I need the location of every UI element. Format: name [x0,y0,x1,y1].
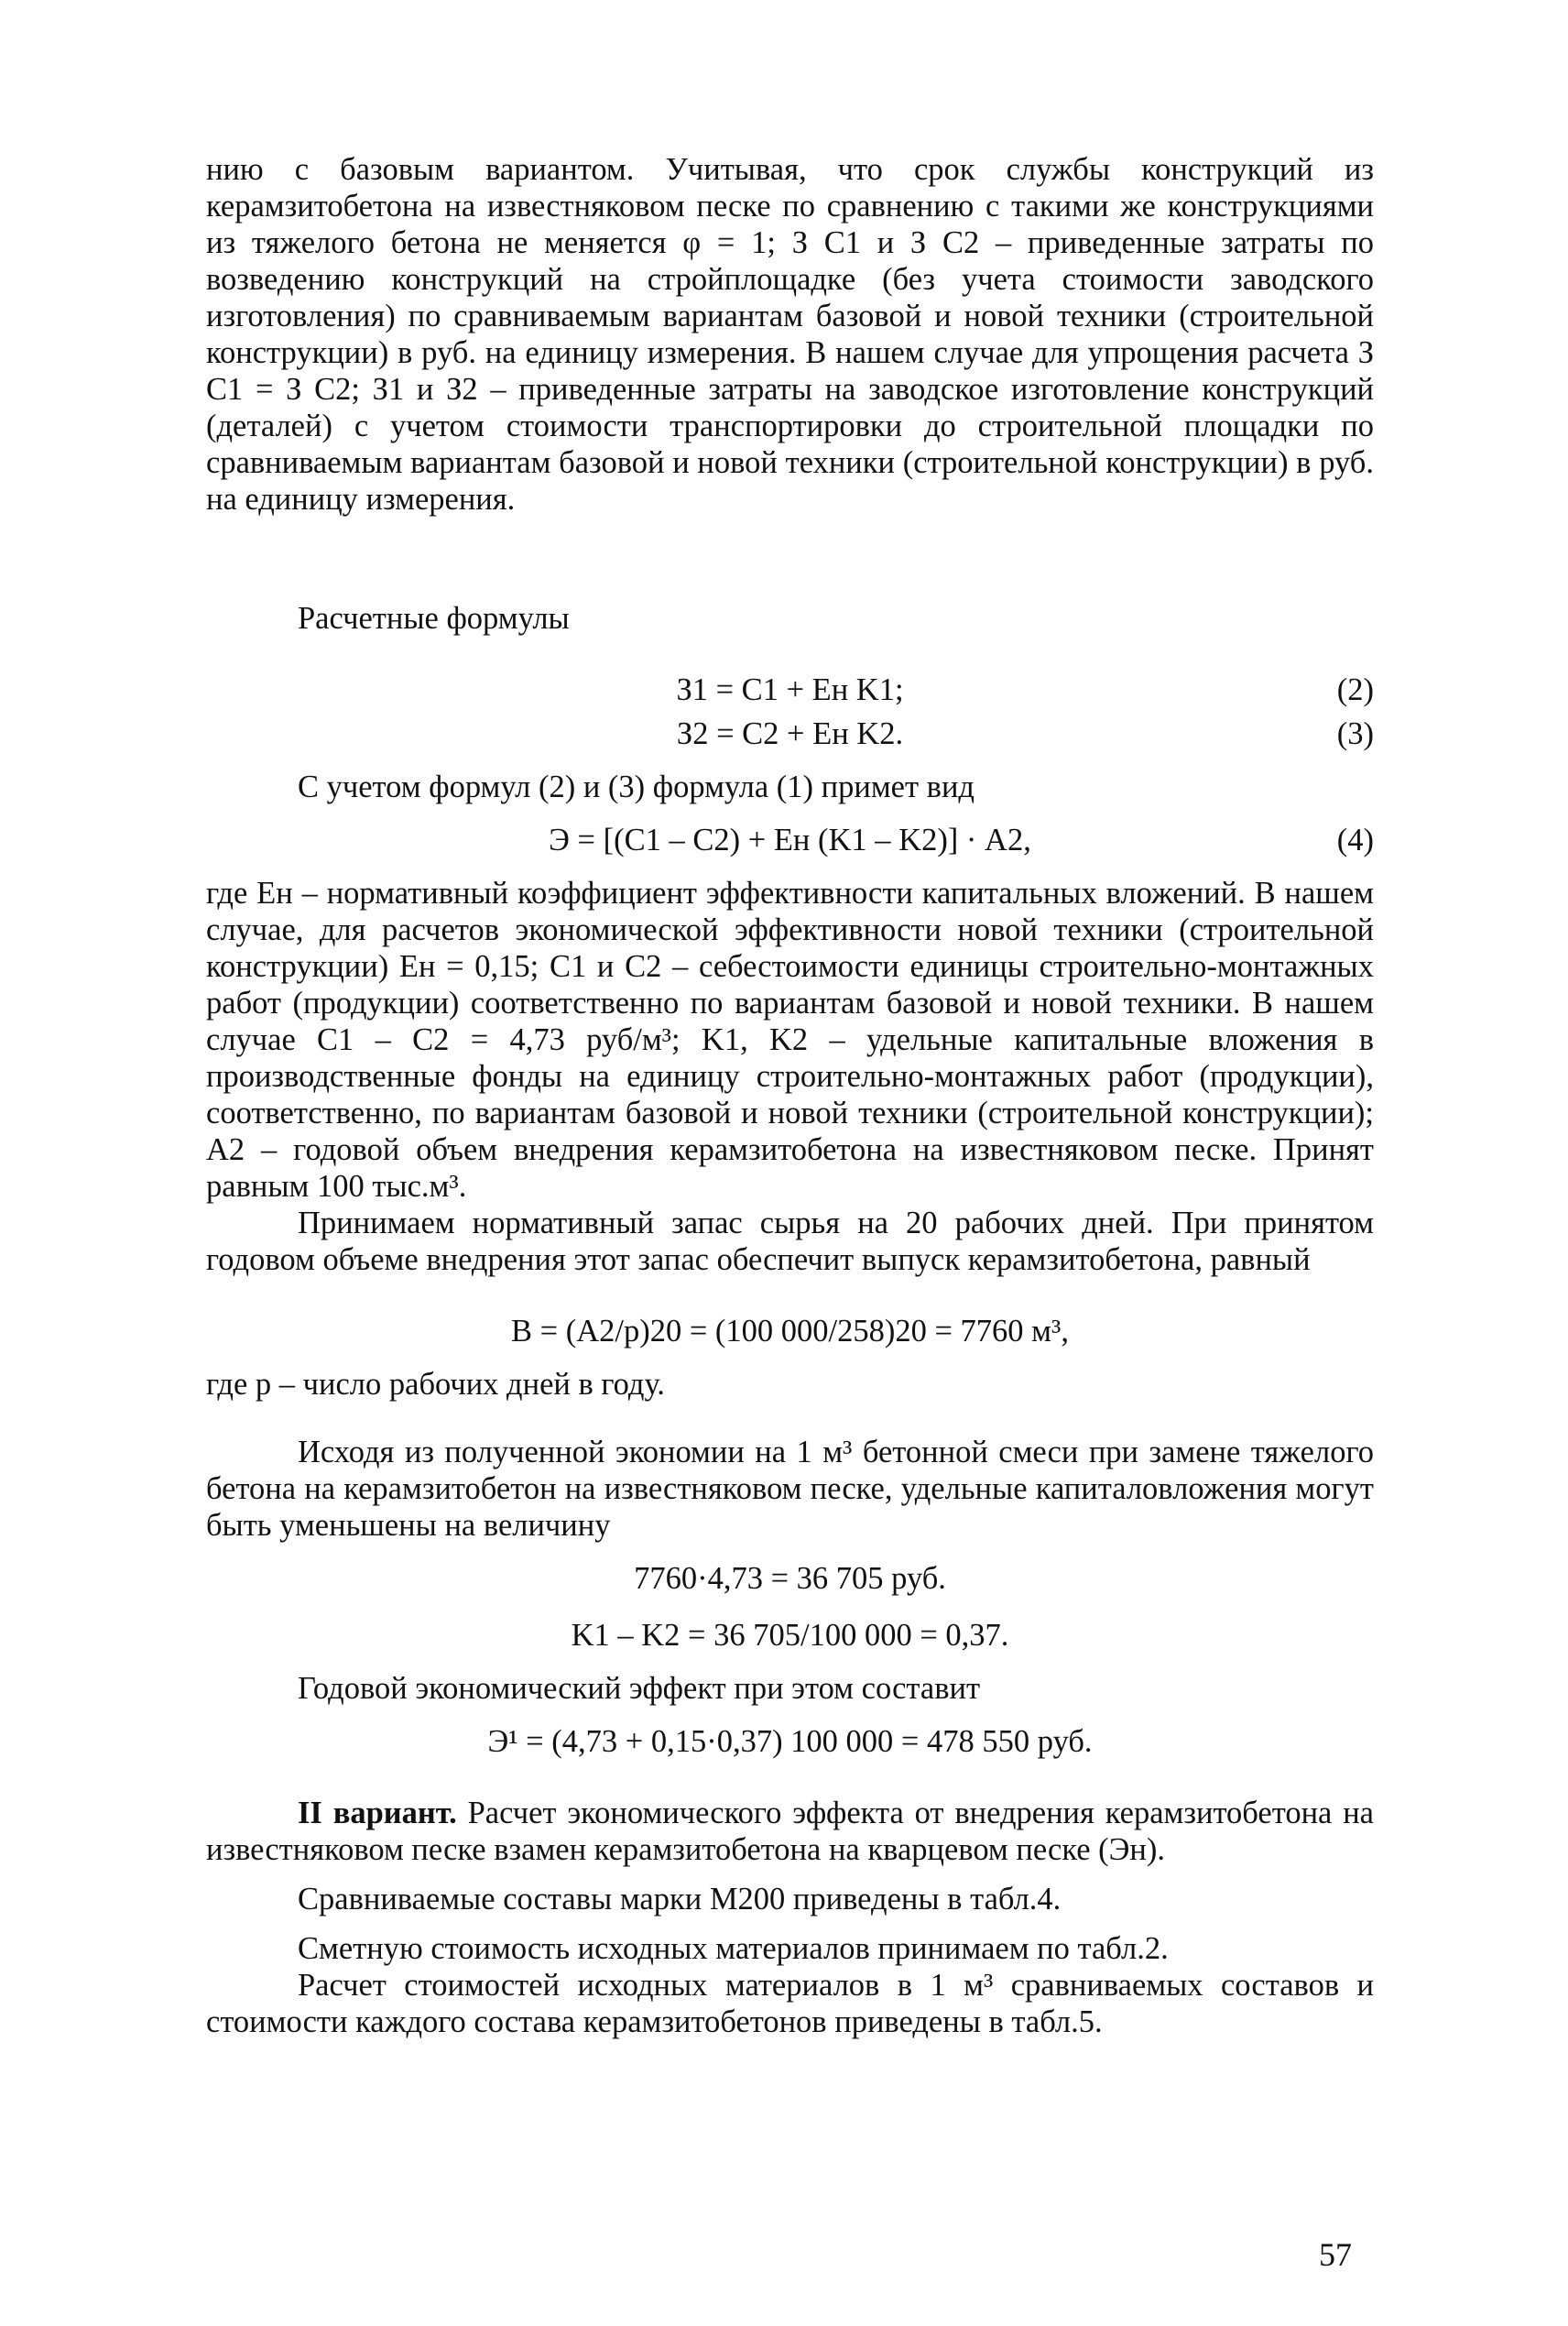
page-number: 57 [1319,2236,1352,2273]
formula-7 [206,1720,1374,1764]
paragraph-compare: Сравниваемые составы марки М200 приведены в табл.4. [298,1882,1062,1916]
formula-5-expr: 7760·4,73 = 36 705 руб. [634,1561,946,1596]
formula-2-expr: З1 = C1 + Eн K1; [676,672,904,707]
formula-6-expr: K1 – K2 = 36 705/100 000 = 0,37. [571,1618,1009,1653]
paragraph-annual: Годовой экономический эффект при этом составит [298,1671,981,1706]
paragraph-with-formulas: С учетом формул (2) и (3) формула (1) примет вид [298,770,975,804]
formula-b-expr: B = (A2/p)20 = (100 000/258)20 = 7760 м³, [511,1314,1069,1349]
paragraph-variant [206,1795,1374,1868]
formula-2-number: (2) [1336,672,1374,707]
formula-3-number: (3) [1336,716,1374,751]
formula-5 [206,1556,1374,1600]
formula-7-expr: Э¹ = (4,73 + 0,15·0,37) 100 000 = 478 550 руб. [487,1724,1093,1759]
formula-b [206,1309,1374,1353]
variant-text: Расчет экономического эффекта от внедрения керамзитобетона на известняковом песке взамен керамзитобетона на кварцевом песке (Эн). [206,1796,1374,1867]
formula-3-expr: З2 = C2 + Eн K2. [676,716,904,751]
paragraph-where-p: где p – число рабочих дней в году. [206,1367,665,1402]
formula-4-number: (4) [1336,823,1374,857]
page-content [206,151,1374,2040]
formula-2 [206,668,1374,712]
paragraph-economy: Исходя из полученной экономии на 1 м³ бетонной смеси при замене тяжелого бетона на керамзитобетон на известняковом песке, удельные капиталовложения могут быть уменьшены на величину [206,1435,1374,1543]
paragraph-calc: Расчет стоимостей исходных материалов в 1 м³ сравниваемых составов и стоимости каждого состава керамзитобетонов приведены в табл.5. [206,1968,1374,2039]
heading-formulas: Расчетные формулы [298,601,570,636]
formula-3 [206,712,1374,756]
paragraph-where-en: где Eн – нормативный коэффициент эффективности капитальных вложений. В нашем случае, для расчетов экономической эффективности новой техники (строительной конструкции) Eн = 0,15; C1 и C2 – себестоимости единицы строительно-монтажных работ (продукции) соответственно по вариантам базовой и новой техники. В нашем случае C1 – C2 = 4,73 руб/м³; K1, K2 – удельные капитальные вложения в производственные фонды на единицу строительно-монтажных работ (продукции), соответственно, по вариантам базовой и новой техники (строительной конструкции); A2 – годовой объем внедрения керамзитобетона на известняковом песке. Принят равным 100 тыс.м³. [206,876,1374,1204]
paragraph-reserve: Принимаем нормативный запас сырья на 20 рабочих дней. При принятом годовом объеме внедрения этот запас обеспечит выпуск керамзитобетона, равный [206,1206,1374,1277]
formula-4-expr: Э = [(C1 – C2) + Eн (K1 – K2)] · A2, [549,823,1031,857]
paragraph-intro: нию с базовым вариантом. Учитывая, что срок службы конструкций из керамзитобетона на известняковом песке по сравнению с такими же конструкциями из тяжелого бетона не меняется φ = 1; З C1 и З C2 – приведенные затраты по возведению конструкций на стройплощадке (без учета стоимости заводского изготовления) по сравниваемым вариантам базовой и новой техники (строительной конструкции) в руб. на единицу измерения. В нашем случае для упрощения расчета З C1 = З C2; З1 и З2 – приведенные затраты на заводское изготовление конструкций (деталей) с учетом стоимости транспортировки до строительной площадки по сравниваемым вариантам базовой и новой техники (строительной конструкции) в руб. на единицу измерения. [206,152,1374,517]
formula-6 [206,1613,1374,1657]
variant-label: II вариант. [298,1796,457,1830]
paragraph-estimate: Сметную стоимость исходных материалов принимаем по табл.2. [298,1931,1169,1966]
formula-4 [206,818,1374,862]
